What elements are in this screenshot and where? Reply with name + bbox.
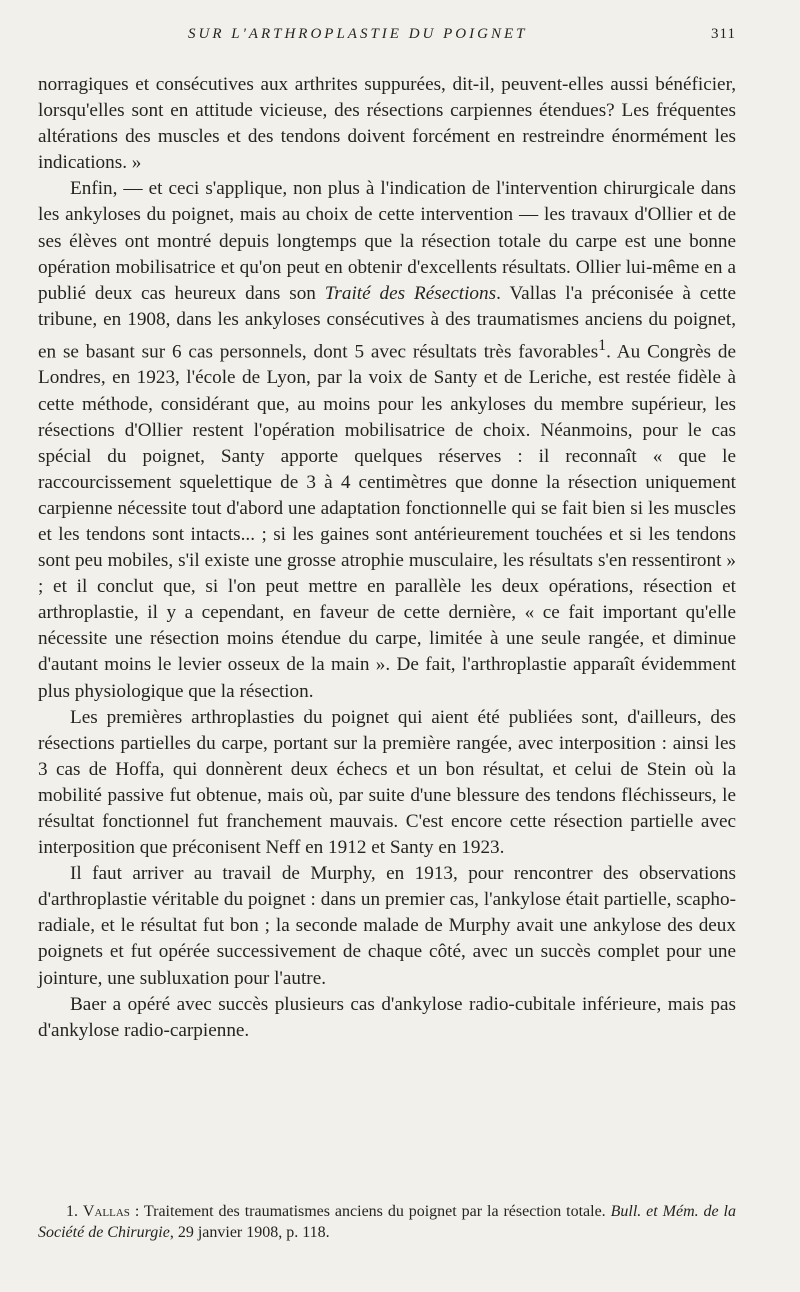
text-run: Les premières arthroplasties du poignet qui aient été publiées sont, d'ailleurs, des résections partielles du carpe, portant sur la première rangée, avec interposition : ainsi les 3 cas de Hoffa, qui donnèrent deux échecs et un bon résultat, et celui de Stein où la mobilité passive fut obtenue, mais où, par suite d'une blessure des tendons fléchisseurs, le résultat fonctionnel fut franchement mauvais. C'est encore cette résection partielle avec interposition que préconisent Neff en 1912 et Santy en 1923. <box>38 706 736 859</box>
text-run: Bull. et Mém. de la Société de Chirurgie <box>38 1203 737 1241</box>
page <box>38 26 736 1044</box>
body-text <box>38 72 736 1044</box>
text-run: norragiques et consécutives aux arthrites suppurées, dit-il, peuvent-elles aussi bénéficier, lorsqu'elles sont en attitude vicieuse, des résections carpiennes étendues? Les fréquentes altérations des muscles et des tendons doivent forcément en restreindre énormément les indications. » <box>38 74 736 174</box>
paragraph <box>38 72 736 176</box>
text-run: Traité des Résections <box>324 282 497 304</box>
paragraph <box>38 861 736 991</box>
running-title: SUR L'ARTHROPLASTIE DU POIGNET <box>188 26 528 42</box>
footnote-1 <box>38 1201 736 1243</box>
text-run: Il faut arriver au travail de Murphy, en 1913, pour rencontrer des observations d'arthroplastie véritable du poignet : dans un premier cas, l'ankylose était partielle, scapho-radiale, et le résultat fut bon ; la seconde malade de Murphy avait une ankylose des deux poignets et fut opérée successivement de chaque côté, avec un succès complet pour une jointure, une subluxation pour l'autre. <box>38 863 736 989</box>
paragraph <box>38 992 736 1044</box>
page-number: 311 <box>711 26 736 42</box>
paragraph <box>38 705 736 862</box>
paragraph <box>38 176 736 704</box>
text-run: 1. <box>66 1203 83 1220</box>
text-run: Vallas <box>82 1203 130 1220</box>
text-run: . Vallas l'a préconisée à cette tribune, en 1908, dans les ankyloses consécutives à des traumatismes anciens du poignet, en se basant sur 6 cas personnels, dont 5 avec résultats très favorables <box>38 282 737 363</box>
text-run: Enfin, — et ceci s'applique, non plus à l'indication de l'intervention chirurgicale dans les ankyloses du poignet, mais au choix de cette intervention — les travaux d'Ollier et de ses élèves ont montré depuis longtemps que la résection totale du carpe est une bonne opération mobilisatrice et qu'on peut en obtenir d'excellents résultats. Ollier lui-même en a publié deux cas heureux dans son <box>38 178 736 304</box>
text-run: . Au Congrès de Londres, en 1923, l'école de Lyon, par la voix de Santy et de Leriche, est restée fidèle à cette méthode, considérant que, au moins pour les ankyloses du membre supérieur, les résections d'Ollier restent l'opération mobilisatrice de choix. Néanmoins, pour le cas spécial du poignet, Santy apporte quelques réserves : il reconnaît « que le raccourcissement squelettique de 3 à 4 centimètres que donne la résection uniquement carpienne nécessite tout d'abord une adaptation fonctionnelle qui se fait bien si les muscles et les tendons sont intacts... ; si les gaines sont antérieurement touchées et si les tendons sont peu mobiles, s'il existe une grosse atrophie musculaire, les résultats s'en ressentiront » ; et il conclut que, si l'on peut mettre en parallèle les deux opérations, résection et arthroplastie, il y a cependant, en faveur de cette dernière, « ce fait important qu'elle nécessite une résection moins étendue du carpe, limitée à une seule rangée, et diminue d'autant moins le levier osseux de la main ». De fait, l'arthroplastie apparaît évidemment plus physiologique que la résection. <box>38 341 736 702</box>
footnotes <box>38 1201 736 1243</box>
text-run: Baer a opéré avec succès plusieurs cas d'ankylose radio-cubitale inférieure, mais pas d'ankylose radio-carpienne. <box>38 993 736 1041</box>
text-run: , 29 janvier 1908, p. 118. <box>169 1224 330 1241</box>
running-head <box>38 26 736 50</box>
footnote-reference: 1 <box>598 336 607 354</box>
text-run: : Traitement des traumatismes anciens du poignet par la résection totale. <box>129 1203 611 1220</box>
